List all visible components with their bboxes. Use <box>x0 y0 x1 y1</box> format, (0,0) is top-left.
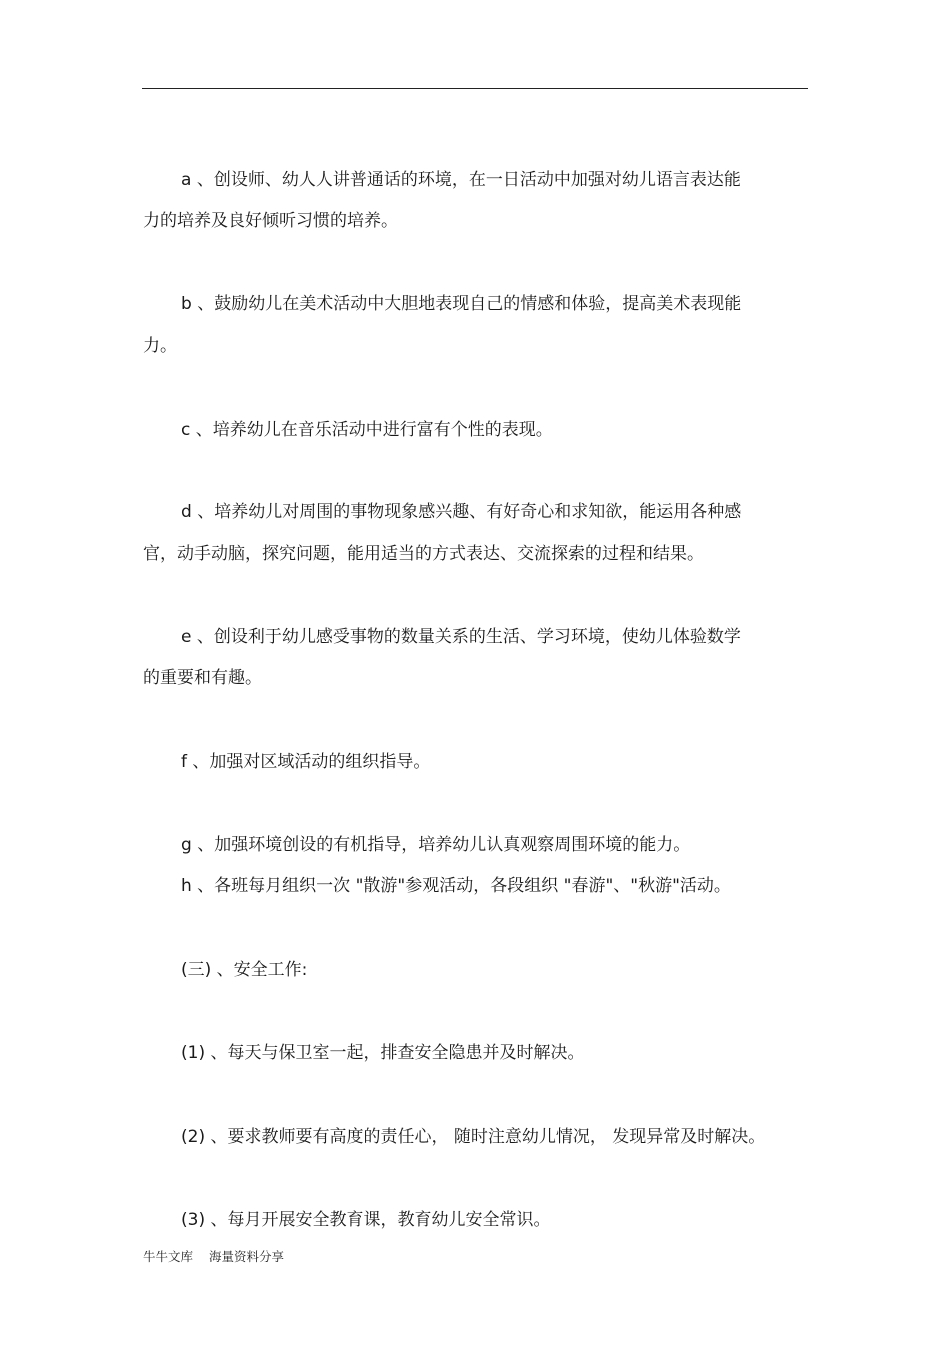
paragraph-b-line-1: b 、鼓励幼儿在美术活动中大胆地表现自己的情感和体验，提高美术表现能 <box>181 294 742 314</box>
paragraph-d-line-1: d 、培养幼儿对周围的事物现象感兴趣、有好奇心和求知欲，能运用各种感 <box>181 502 742 522</box>
safety-item-1: (1) 、每天与保卫室一起，排查安全隐患并及时解决。 <box>181 1043 585 1063</box>
footer-brand: 牛牛文库 <box>143 1249 194 1264</box>
paragraph-c-line-1: c 、培养幼儿在音乐活动中进行富有个性的表现。 <box>181 420 553 440</box>
paragraph-a-line-2: 力的培养及良好倾听习惯的培养。 <box>143 211 398 231</box>
page-footer <box>143 1249 284 1265</box>
paragraph-f-line-1: f 、加强对区域活动的组织指导。 <box>181 752 431 772</box>
paragraph-h-line-1: h 、各班每月组织一次 "散游"参观活动，各段组织 "春游"、"秋游"活动。 <box>181 876 731 896</box>
paragraph-g-line-1: g 、加强环境创设的有机指导，培养幼儿认真观察周围环境的能力。 <box>181 835 691 855</box>
paragraph-b-line-2: 力。 <box>143 336 177 356</box>
footer-tagline: 海量资料分享 <box>209 1249 285 1264</box>
paragraph-d-line-2: 官，动手动脑，探究问题，能用适当的方式表达、交流探索的过程和结果。 <box>143 544 704 564</box>
section-heading-safety: (三) 、安全工作: <box>181 960 308 980</box>
header-rule <box>142 88 808 89</box>
paragraph-a-line-1: a 、创设师、幼人人讲普通话的环境，在一日活动中加强对幼儿语言表达能 <box>181 170 741 190</box>
paragraph-e-line-2: 的重要和有趣。 <box>143 668 262 688</box>
safety-item-2: (2) 、要求教师要有高度的责任心， 随时注意幼儿情况， 发现异常及时解决。 <box>181 1127 766 1147</box>
paragraph-e-line-1: e 、创设利于幼儿感受事物的数量关系的生活、学习环境，使幼儿体验数学 <box>181 627 741 647</box>
safety-item-3: (3) 、每月开展安全教育课，教育幼儿安全常识。 <box>181 1210 551 1230</box>
